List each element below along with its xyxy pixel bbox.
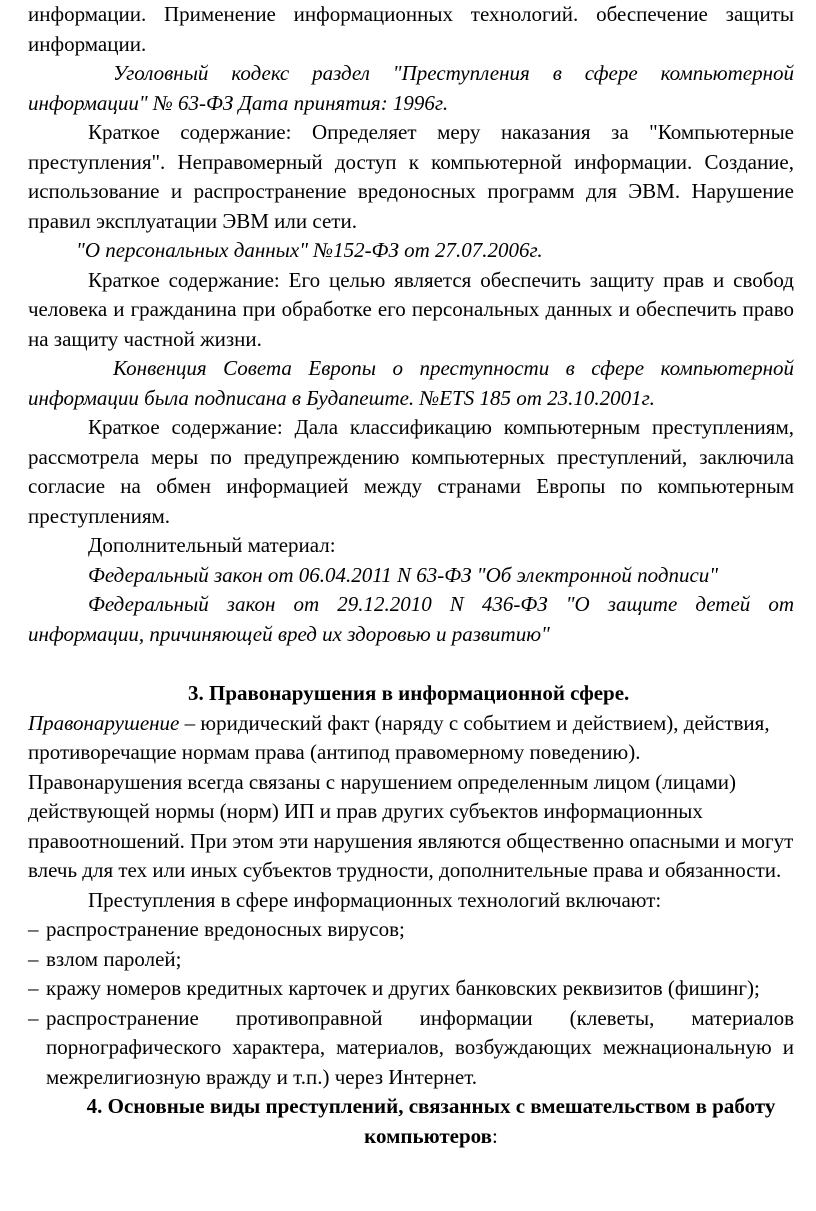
list-item: – кражу номеров кредитных карточек и других банковских реквизитов (фишинг); <box>28 974 794 1004</box>
section-3-heading: 3. Правонарушения в информационной сфере. <box>188 681 630 705</box>
child-protection-law: Федеральный закон от 29.12.2010 N 436-ФЗ "О защите детей от информации, причиняющей вред их здоровью и развитию" <box>28 592 794 646</box>
dash-marker: – <box>28 976 39 1000</box>
list-item: – распространение вредоносных вирусов; <box>28 915 794 945</box>
criminal-code-summary: Краткое содержание: Определяет меру наказания за "Компьютерные преступления". Неправомерный доступ к компьютерной информации. Создание, использование и распространение вредоносных программ для ЭВМ. Нарушение правил эксплуатации ЭВМ или сети. <box>28 120 794 233</box>
dash-marker: – <box>28 1005 39 1030</box>
offense-term: Правонарушение <box>28 710 180 735</box>
it-crimes-intro: Преступления в сфере информационных технологий включают: <box>88 887 662 912</box>
additional-material-label: Дополнительный материал: <box>88 533 336 557</box>
offense-definition <box>28 709 794 886</box>
personal-data-law-summary: Краткое содержание: Его целью является обеспечить защиту прав и свобод человека и гражданина при обработке его персональных данных и обеспечить право на защиту частной жизни. <box>28 267 794 351</box>
spacer <box>28 649 794 679</box>
budapest-convention-summary: Краткое содержание: Дала классификацию компьютерным преступлениям, рассмотрела меры по предупреждению компьютерных преступлений, заключила согласие на обмен информацией между странами Европы по компьютерным преступлениям. <box>28 415 794 528</box>
section-4-heading: 4. Основные виды преступлений, связанных с вмешательством в работу компьютеров: <box>86 1094 776 1148</box>
list-item: – распространение противоправной информации (клеветы, материалов порнографического характера, материалов, возбуждающих межнациональную и межрелигиозную вражду и т.п.) через Интернет. <box>28 1005 794 1089</box>
budapest-convention-title: Конвенция Совета Европы о преступности в сфере компьютерной информации была подписана в Будапеште. №ETS 185 от 23.10.2001г. <box>28 356 794 410</box>
criminal-code-title: Уголовный кодекс раздел "Преступления в сфере компьютерной информации" № 63-ФЗ Дата принятия: 1996г. <box>28 61 794 115</box>
dash-marker: – <box>28 917 39 941</box>
dash-marker: – <box>28 946 39 971</box>
offense-definition-text: – юридический факт (наряду с событием и действием), действия, противоречащие нормам права (антипод правомерному поведению). Правонарушения всегда связаны с нарушением определенным лицом (лицами) действующей нормы (норм) ИП и прав других субъектов информационных правоотношений. При этом эти нарушения являются общественно опасными и могут влечь для тех или иных субъектов трудности, дополнительные права и обязанности. <box>28 710 794 882</box>
personal-data-law-title: "О персональных данных" №152-ФЗ от 27.07.2006г. <box>76 238 543 262</box>
list-item: – взлом паролей; <box>28 945 794 975</box>
paragraph-intro: информации. Применение информационных технологий. обеспечение защиты информации. <box>28 2 794 56</box>
document-page <box>28 0 794 1151</box>
digital-signature-law: Федеральный закон от 06.04.2011 N 63-ФЗ "Об электронной подписи" <box>88 562 719 587</box>
it-crimes-list <box>28 915 794 1092</box>
